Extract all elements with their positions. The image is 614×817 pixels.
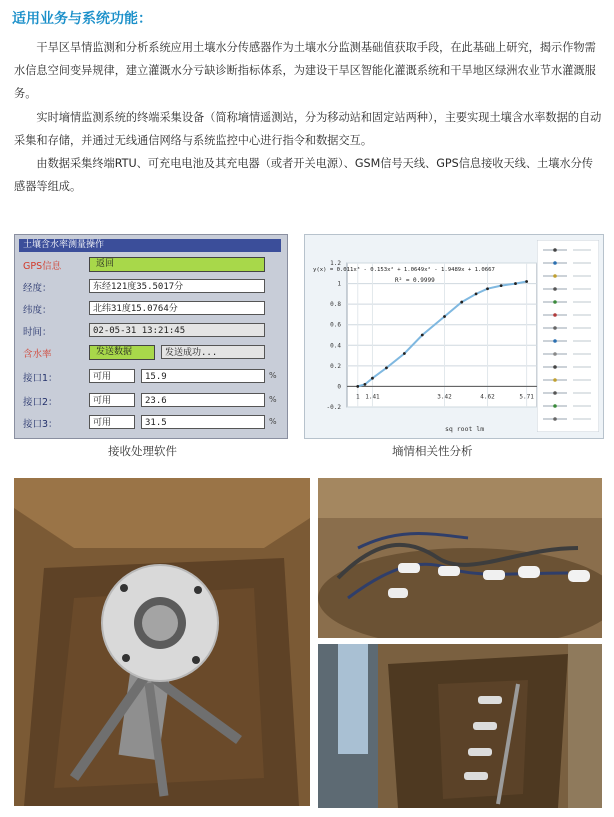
port-label: 接口3： (23, 419, 58, 430)
caption-software: 接收处理软件 (108, 444, 177, 458)
chart-legend (537, 240, 599, 432)
photo-sensors-cables (318, 478, 602, 638)
time-label: 时间： (23, 327, 52, 338)
legend-marker (553, 391, 557, 395)
photo-sensors-in-pit (318, 644, 602, 808)
caption-correlation: 墒情相关性分析 (392, 444, 473, 458)
terminal-paragraph: 实时墒情监测系统的终端采集设备（简称墒情遥测站，分为移动站和固定站两种），主要实现土壤含水率数据的自动采集和存储，并通过无线通信网络与系统监控中心进行指令和数据交互。 (14, 111, 602, 147)
photo-tripod-in-pit (14, 478, 310, 806)
data-point (421, 334, 424, 337)
data-point (514, 282, 517, 285)
components-paragraph: 由数据采集终端RTU、可充电电池及其充电器（或者开关电源）、GSM信号天线、GPS信息接收天线、土壤水分传感器等组成。 (14, 157, 593, 193)
time-field[interactable]: 02-05-31 13:21:45 (89, 323, 265, 337)
legend-marker (553, 417, 557, 421)
port-unit: % (269, 395, 277, 404)
port-label: 接口2： (23, 397, 58, 408)
data-point (525, 280, 528, 283)
port-status: 可用 (89, 393, 135, 407)
y-tick-label: 1.2 (330, 260, 341, 267)
x-tick-label: 5.71 (519, 393, 534, 401)
y-tick-label: 0.4 (330, 342, 341, 350)
data-point (371, 377, 374, 380)
moisture-label: 含水率 (23, 349, 52, 360)
chart-equation: y(x) = 0.011x³ - 0.153x² + 1.0649x² - 1.9489x + 1.0667 (313, 267, 495, 273)
longitude-label: 经度： (23, 283, 52, 294)
data-point (356, 385, 359, 388)
data-point (403, 352, 406, 355)
x-tick-label: 1.41 (365, 393, 380, 401)
port-label: 接口1： (23, 373, 58, 384)
data-point (385, 367, 388, 370)
y-tick-label: 0.8 (330, 301, 341, 309)
chart-r-squared: R² = 0.9999 (395, 277, 435, 284)
legend-marker (553, 339, 557, 343)
intro-paragraph: 干旱区旱情监测和分析系统应用土壤水分传感器作为土壤水分监测基础值获取手段，在此基础上研究，揭示作物需水信息空间变异规律，建立灌溉水分亏缺诊断指标体系，为建设干旱区智能化灌溉系统和干旱地区绿洲农业节水灌溉服务。 (14, 41, 596, 100)
y-tick-label: 1 (337, 280, 341, 288)
legend-marker (553, 326, 557, 330)
port-unit: % (269, 371, 277, 380)
send-status-field: 发送成功... (161, 345, 265, 359)
latitude-label: 纬度： (23, 305, 52, 316)
y-tick-label: -0.2 (326, 404, 341, 411)
legend-marker (553, 287, 557, 291)
legend-marker (553, 404, 557, 408)
y-tick-labels (327, 260, 342, 411)
pit-illustration (318, 644, 602, 808)
y-tick-label: 0.2 (330, 362, 341, 370)
port-value-field[interactable]: 23.6 (141, 393, 265, 407)
latitude-field[interactable]: 北纬31度15.0764分 (89, 301, 265, 315)
x-tick-label: 3.42 (437, 393, 452, 401)
legend-marker (553, 352, 557, 356)
gps-row (15, 255, 287, 275)
legend-marker (553, 365, 557, 369)
longitude-field[interactable]: 东经121度35.5017分 (89, 279, 265, 293)
latitude-row (15, 299, 287, 319)
port-value-field[interactable]: 31.5 (141, 415, 265, 429)
x-tick-label: 4.62 (480, 393, 495, 401)
sensors-illustration (318, 478, 602, 638)
panel-header: 土壤含水率测量操作 (19, 239, 281, 252)
tripod-illustration (14, 478, 310, 806)
section-title: 适用业务与系统功能： (12, 11, 152, 27)
chart-x-label: sq root lm (445, 425, 485, 433)
port-value-field[interactable]: 15.9 (141, 369, 265, 383)
y-tick-label: 0 (337, 383, 341, 391)
port-row-2 (15, 391, 287, 411)
longitude-row (15, 277, 287, 297)
time-row (15, 321, 287, 341)
port-status: 可用 (89, 369, 135, 383)
x-tick-label: 1 (355, 393, 360, 401)
gps-label: GPS信息 (23, 261, 62, 272)
legend-marker (553, 248, 557, 252)
data-point (475, 292, 478, 295)
port-status: 可用 (89, 415, 135, 429)
y-tick-label: 0.6 (330, 321, 341, 329)
port-row-1 (15, 367, 287, 387)
data-point (460, 301, 463, 304)
send-data-button[interactable]: 发送数据 (89, 345, 155, 360)
legend-marker (553, 261, 557, 265)
legend-marker (553, 274, 557, 278)
port-row-3 (15, 413, 287, 433)
port-unit: % (269, 417, 277, 426)
data-point (364, 383, 367, 386)
moisture-row (15, 343, 287, 363)
legend-marker (553, 313, 557, 317)
return-button[interactable]: 返回 (89, 257, 265, 272)
legend-marker (553, 300, 557, 304)
data-point (500, 284, 503, 287)
data-point (443, 315, 446, 318)
receive-software-screenshot (14, 234, 288, 439)
data-point (486, 287, 489, 290)
legend-marker (553, 378, 557, 382)
